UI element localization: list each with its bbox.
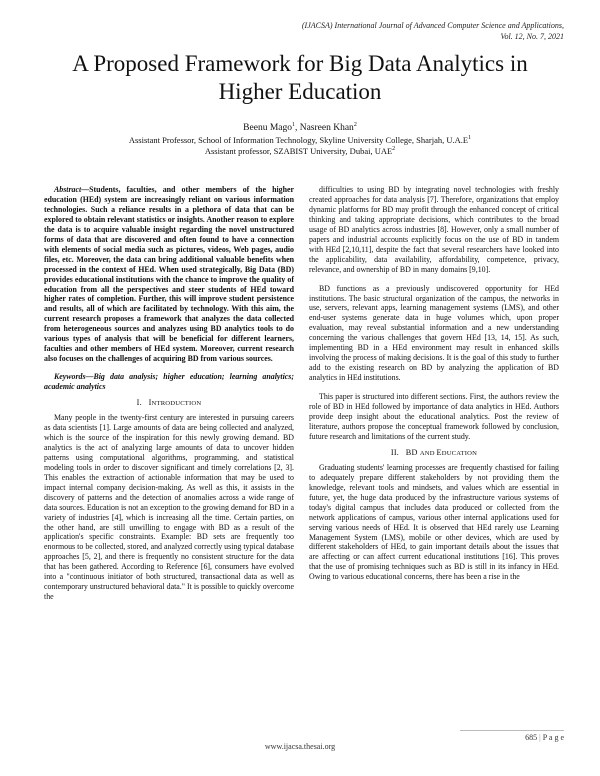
section-heading-bd-education [309, 448, 559, 459]
intro-paragraph: Many people in the twenty-first century are interested in pursuing careers as data scientists [1]. Large amounts of data are being collected and analyzed, which is the source of the inspiration for this newly growing demand. BD analytics is the act of analyzing large amounts of data to uncover hidden patterns using computational algorithms, programming, and statistical modeling tools in order to discover significant and timely correlations [2, 3]. This enables the extraction of actionable information that may be used to impact internal company decision-making. As well as this, it assists in the discovery of patterns and the detection of anomalies across a wide range of data sources. Education is not an exception to the growing demand for BD in a variety of industries [4], which is increasing all the time. Certain parties, on the other hand, are still unwilling to engage with BD as a result of the application's specific constraints. Example: BD sets are frequently too enormous to be collected, stored, and analyzed correctly using typical database approaches [5, 2], and there is frequently no consistent structure for the data that has been gathered. According to Reference [6], consumers have evolved into a "continuous initiator of both structured, transactional data as well as contemporary unstructured behavioral data." It is possible to quickly overcome the [44, 413, 294, 602]
footer-rule [460, 730, 564, 731]
journal-volume: Vol. 12, No. 7, 2021 [500, 32, 564, 41]
paper-title-line-2: Higher Education [218, 79, 382, 104]
section-heading-introduction [44, 398, 294, 409]
body-paragraph-4: Graduating students' learning processes are frequently chastised for failing to adequately prepare different stakeholders by not providing them the knowledge, relevant tools and mindsets, and values which are essential in future, yet, the huge data produced by the infrastructure various systems of today's digital campus that includes data produced or collected from the network applications of campus, various other internal applications used for serving various needs of HEd. It is observed that HEd rarely use Learning Management System (LMS), mobile or other devices, which are used by different stakeholders of HEd, to gain important details about the issues that are affecting or can affect current educational institutions [16]. This proves that the use of promising techniques such as BD is still in its infancy in HEd. Owing to various educational concerns, there has been a rise in the [309, 462, 559, 582]
section-1-initial: I [148, 398, 152, 408]
page-number-value: 685 [525, 733, 538, 742]
section-1-numeral: I. [136, 398, 142, 408]
body-paragraph-2: BD functions as a previously undiscovered opportunity for HEd institutions. The basic structural organization of the campus, the networks in use, servers, relevant apps, learning management systems (LMS), and other end-user systems generate data in huge volumes which, upon proper evaluation, may reveal substantial information and a new understanding concerning the various challenges that govern HEd [13, 14, 15]. As such, implementing BD in a HEd environment may result in enhanced skills involving the process of making decisions. It is the goal of this study to further add to the existing research on BD by analyzing the application of BD analytics in HEd institutions. [309, 283, 559, 383]
affiliations [40, 135, 560, 157]
page-number [525, 733, 564, 742]
keywords: Keywords—Big data analysis; higher education; learning analytics; academic analytics [44, 372, 294, 392]
section-2-e: E [436, 447, 442, 457]
footer-url[interactable]: www.ijacsa.thesai.org [264, 742, 336, 751]
section-2-and: AND [419, 449, 437, 457]
author-2-mark: 2 [353, 121, 357, 128]
section-1-title: NTRODUCTION [151, 400, 202, 408]
journal-header [302, 20, 564, 42]
author-1-mark: 1 [291, 121, 295, 128]
right-column [309, 185, 559, 582]
abstract [44, 185, 294, 364]
abstract-text: —Students, faculties, and other members of the higher education (HEd) system are increasingly reliant on various information technologies. Such a reliance results in a plethora of data that can be explored to obtain relevant statistics or insights. Another reason to explore the data is to acquire valuable insight regarding the novel unstructured forms of data that are discovered and often found to have a connection with elements of social media such as pictures, videos, Web pages, audio files, etc. Moreover, the data can bring additional valuable benefits when processed in the context of HEd. When used strategically, Big Data (BD) provides educational institutions with the chance to improve the quality of education from all the perspectives and steer students of HEd toward higher rates of completion. Further, this will improve student persistence and results, all of which are facilitated by technology. With this aim, the current research proposes a framework that analyzes the data collected from heterogeneous sources and analyzes using BD analytics tools to do various types of analysis that will be beneficial for different learners, faculties and other members of HEd system. Moreover, current research also focuses on the challenges of acquiring BD from various sources. [44, 185, 294, 364]
paper-title-line-1: A Proposed Framework for Big Data Analytics in [72, 51, 528, 76]
body-paragraph-1: difficulties to using BD by integrating novel technologies with freshly created approaches for data analysis [7]. Therefore, organizations that employ dynamic platforms for BD may profit through the enhanced concept of critical thinking and taking appropriate decisions, which contributes to the broad usage of BD analytics across industries [8]. However, only a small number of papers and industrial accounts explicitly focus on the use of BD in tandem with HEd [2,10,11], despite the fact that several researchers have looked into the applicability, data availability, affordability, competence, privacy, relevance, and ownership of BD in many domains [9,10]. [309, 185, 559, 274]
author-separator: , [294, 123, 300, 133]
page-number-bar: | [539, 733, 541, 742]
section-2-initial: BD [405, 447, 420, 457]
journal-name: (IJACSA) International Journal of Advanced Computer Science and Applications, [301, 21, 564, 30]
affiliation-2-mark: 2 [392, 146, 396, 153]
affiliation-1-mark: 1 [468, 135, 472, 142]
paper-title [40, 50, 560, 106]
page-word: P a g e [542, 733, 564, 742]
affiliation-2-text: Assistant professor, SZABIST University, Dubai, UAE [204, 146, 393, 156]
author-list [40, 122, 560, 134]
affiliation-1 [40, 135, 560, 146]
affiliation-2 [40, 146, 560, 157]
section-2-title: DUCATION [441, 449, 478, 457]
author-2: Nasreen Khan [299, 123, 354, 133]
author-1: Beenu Mago [243, 123, 292, 133]
section-2-numeral: II. [390, 447, 400, 457]
body-paragraph-3: This paper is structured into different sections. First, the authors review the role of BD in HEd followed by importance of data analytics in HEd. Authors provide deep insight about the educational analytics. Post the review of literature, authors propose the conceptual framework followed by conclusion, future research and limitations of the current study. [309, 392, 559, 441]
left-column [44, 185, 294, 602]
abstract-lead: Abstract [54, 185, 82, 194]
affiliation-1-text: Assistant Professor, School of Information Technology, Skyline University College, Sharjah, U.A.E [128, 135, 469, 145]
